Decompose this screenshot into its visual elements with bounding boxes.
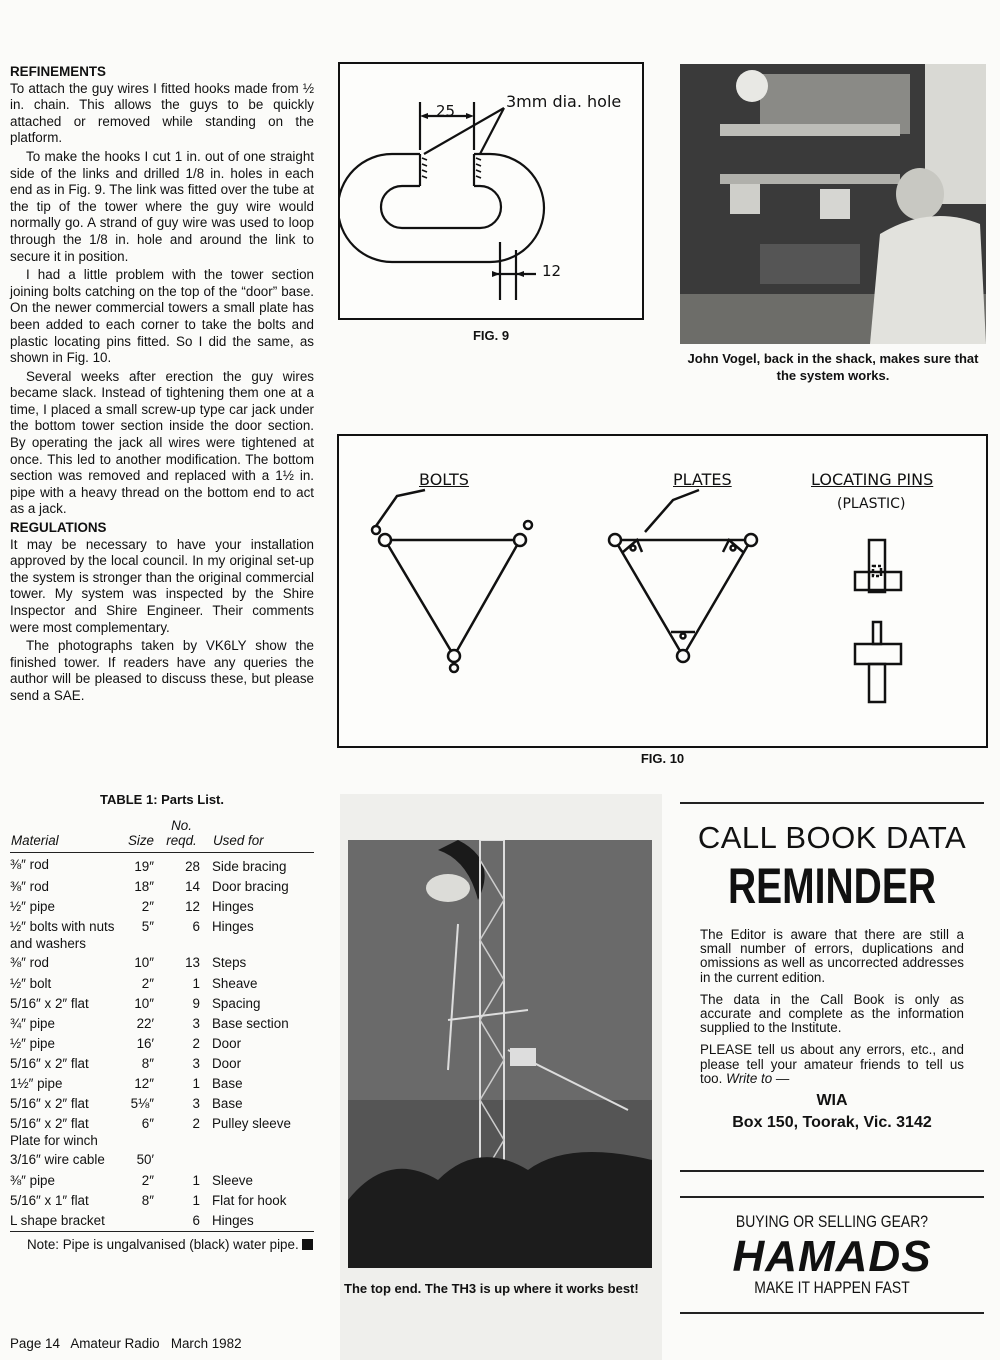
cell-size: 2″ xyxy=(141,899,154,915)
refinements-heading: REFINEMENTS xyxy=(10,64,106,79)
note-text: Note: Pipe is ungalvanised (black) water pipe. xyxy=(27,1236,299,1252)
cell-no-reqd: 1 xyxy=(192,975,200,991)
shack-photo-caption: John Vogel, back in the shack, makes sure that the system works. xyxy=(687,351,979,383)
table-row xyxy=(10,974,314,994)
cell-used-for: Hinges xyxy=(212,919,254,935)
table-row xyxy=(10,994,314,1014)
fig9-caption: FIG. 9 xyxy=(472,328,510,343)
cell-material: ½″ pipe xyxy=(10,899,55,915)
cell-material: 5/16″ x 1″ flat xyxy=(10,1192,89,1208)
cell-used-for xyxy=(212,1150,314,1170)
header-size: Size xyxy=(122,817,162,853)
end-mark-icon xyxy=(302,1239,313,1250)
paragraph: It may be necessary to have your installation approved by the local council. In my original set-up the system is stronger than the original commercial tower. My system was inspected by the Shire Inspector and Shire Engineer. Their comments were most complementary. xyxy=(10,536,314,635)
hamads-slogan: MAKE IT HAPPEN FAST xyxy=(754,1278,910,1297)
cell-material: ½″ bolt xyxy=(10,975,52,991)
cell-size: 16′ xyxy=(136,1035,154,1051)
tower-photo-caption: The top end. The TH3 is up where it works best! xyxy=(344,1281,639,1296)
table-row xyxy=(10,853,314,878)
article-body xyxy=(10,64,314,707)
callbook-org: WIA xyxy=(816,1092,848,1110)
callbook-ad xyxy=(680,820,984,1132)
cell-material: 5/16″ x 2″ flat Plate for winch xyxy=(10,1116,98,1148)
table-caption: TABLE 1: Parts List. xyxy=(99,792,224,807)
hamads-bottom-rule xyxy=(680,1312,984,1314)
paragraph: To attach the guy wires I fitted hooks made from ½ in. chain. This allows the guys to be quickly attached or removed while standing on the platform. xyxy=(10,80,314,146)
cell-size: 6″ xyxy=(141,1116,154,1132)
cell-no-reqd: 6 xyxy=(192,919,200,935)
cell-size: 50′ xyxy=(136,1152,154,1168)
paragraph: The photographs taken by VK6LY show the finished tower. If readers have any queries the author will be pleased to discuss these, but please send a SAE. xyxy=(10,638,314,703)
cell-used-for: Pulley sleeve xyxy=(212,1116,291,1132)
cell-material: 5/16″ x 2″ flat xyxy=(10,1055,89,1071)
footer-page: Page 14 xyxy=(10,1336,60,1351)
parts-list-table xyxy=(10,792,314,1254)
tower-photo xyxy=(348,840,652,1268)
table-note xyxy=(10,1231,314,1254)
cell-used-for: Hinges xyxy=(212,899,254,915)
cell-size: 18″ xyxy=(134,879,154,895)
table-row xyxy=(10,1054,314,1074)
table-row xyxy=(10,1150,314,1170)
fig10-diagram xyxy=(337,434,988,748)
cell-used-for: Door xyxy=(212,1055,242,1071)
ad-mid-rule xyxy=(680,1170,984,1172)
label-bolts: BOLTS xyxy=(419,470,469,489)
header-no-line2: reqd. xyxy=(166,833,197,848)
table-header-row xyxy=(10,817,314,853)
footer-date: March 1982 xyxy=(170,1336,242,1351)
table-row xyxy=(10,1074,314,1094)
ad-top-rule xyxy=(680,802,984,804)
footer-magazine: Amateur Radio xyxy=(70,1336,160,1351)
table-row xyxy=(10,953,314,973)
cell-material: 3/16″ wire cable xyxy=(10,1152,105,1168)
cell-material: 5/16″ x 2″ flat xyxy=(10,995,89,1011)
shack-photo xyxy=(680,64,986,344)
table-row xyxy=(10,877,314,897)
cell-no-reqd: 2 xyxy=(192,1116,200,1132)
hamads-brand: HAMADS xyxy=(732,1232,932,1281)
cell-material: L shape bracket xyxy=(10,1212,105,1228)
cell-used-for: Sheave xyxy=(212,975,258,991)
cell-no-reqd: 3 xyxy=(192,1015,200,1031)
cell-size: 10″ xyxy=(134,995,154,1011)
callbook-headline: REMINDER xyxy=(727,858,937,914)
dim-side-label: 12 xyxy=(542,262,562,280)
cell-no-reqd: 1 xyxy=(192,1076,200,1092)
hamads-top-rule xyxy=(680,1196,984,1198)
page-footer xyxy=(10,1336,242,1351)
table-row xyxy=(10,917,314,953)
cell-used-for: Base xyxy=(212,1096,243,1112)
paragraph: Several weeks after erection the guy wires became slack. Instead of tightening them one at a time, I placed a small screw-up type car jack under the bottom tower section inside the door section. By operating the jack all wires were tightened at once. This led to another modification. The bottom section was removed and replaced with a 1½ in. pipe with a heavy thread on the bottom end to act as a jack. xyxy=(10,368,314,517)
header-material: Material xyxy=(10,817,122,853)
callbook-address: Box 150, Toorak, Vic. 3142 xyxy=(732,1114,932,1132)
cell-material: 1½″ pipe xyxy=(10,1076,63,1092)
cell-size: 8″ xyxy=(141,1055,154,1071)
cell-size: 22′ xyxy=(136,1015,154,1031)
cell-size: 2″ xyxy=(141,975,154,991)
dim-top-label: 25 xyxy=(436,102,456,120)
hamads-tagline: BUYING OR SELLING GEAR? xyxy=(735,1212,929,1231)
cell-size: 10″ xyxy=(134,955,154,971)
header-used-for: Used for xyxy=(212,817,314,853)
hole-label: 3mm dia. hole xyxy=(506,92,622,111)
cell-no-reqd: 6 xyxy=(192,1212,200,1228)
table-row xyxy=(10,1014,314,1034)
callbook-para1: The Editor is aware that there are still a small number of errors, duplications and omissions as well as uncorrected addresses in the current edition. xyxy=(700,927,964,985)
table-row xyxy=(10,897,314,917)
label-locating-pins: LOCATING PINS xyxy=(811,470,934,489)
table-row xyxy=(10,1114,314,1150)
cell-material: 5/16″ x 2″ flat xyxy=(10,1096,89,1112)
cell-size: 2″ xyxy=(141,1172,154,1188)
cell-no-reqd: 12 xyxy=(185,899,200,915)
cell-size: 5⅛″ xyxy=(130,1096,154,1112)
cell-material: ¾″ pipe xyxy=(10,1015,55,1031)
regulations-heading: REGULATIONS xyxy=(10,520,107,536)
cell-no-reqd: 1 xyxy=(192,1192,200,1208)
table-row xyxy=(10,1211,314,1232)
hamads-ad xyxy=(680,1212,984,1298)
cell-material: ⅜″ rod xyxy=(10,955,49,971)
paragraph: To make the hooks I cut 1 in. out of one straight side of the links and drilled 1/8 in. holes in each end as in Fig. 9. The link was fitted over the tube at the tip of the tower where the guy wire would normally go. A strand of guy wire was used to loop through the 1/8 in. hole and around the link to secure it in position. xyxy=(10,148,314,264)
tower-photo-panel xyxy=(340,794,662,1360)
cell-no-reqd: 2 xyxy=(192,1035,200,1051)
link-outer xyxy=(340,154,544,262)
cell-used-for: Door xyxy=(212,1035,242,1051)
cell-size: 5″ xyxy=(141,919,154,935)
callbook-para2: The data in the Call Book is only as accurate and complete as the information supplied to the Institute. xyxy=(700,991,964,1036)
table-row xyxy=(10,1034,314,1054)
table-row xyxy=(10,1094,314,1114)
cell-no-reqd: 3 xyxy=(192,1096,200,1112)
cell-size xyxy=(122,1211,162,1232)
cell-used-for: Steps xyxy=(212,955,247,971)
cell-material: ½″ pipe xyxy=(10,1035,55,1051)
cell-used-for: Spacing xyxy=(212,995,261,1011)
cell-material: ⅜″ rod xyxy=(10,879,49,895)
cell-used-for: Base xyxy=(212,1076,243,1092)
cell-size: 19″ xyxy=(134,859,154,874)
paragraph: I had a little problem with the tower section joining bolts catching on the top of the “door” base. On the newer commercial towers a small plate has been added to each corner to take the bolts and plastic locating pins fitted. So I did the same, as shown in Fig. 10. xyxy=(10,267,314,366)
cell-used-for: Door bracing xyxy=(212,879,289,895)
fig9-diagram xyxy=(338,62,644,320)
cell-no-reqd: 9 xyxy=(192,995,200,1011)
cell-used-for: Sleeve xyxy=(212,1172,253,1188)
cell-used-for: Hinges xyxy=(212,1212,254,1228)
table-row xyxy=(10,1171,314,1191)
cell-no-reqd: 1 xyxy=(192,1172,200,1188)
cell-material: ⅜″ rod xyxy=(10,857,49,872)
cell-used-for: Base section xyxy=(212,1015,289,1031)
cell-no-reqd: 14 xyxy=(185,879,200,895)
callbook-title: CALL BOOK DATA xyxy=(697,820,967,855)
cell-material: ⅜″ pipe xyxy=(10,1172,55,1188)
label-plates: PLATES xyxy=(673,470,732,489)
callbook-para3: PLEASE tell us about any errors, etc., and please tell your amateur friends to tell us too. xyxy=(700,1042,964,1086)
table-row xyxy=(10,1191,314,1211)
cell-no-reqd: 13 xyxy=(185,955,200,971)
cell-no-reqd: 28 xyxy=(185,859,200,874)
cell-used-for: Flat for hook xyxy=(212,1192,287,1208)
cell-size: 8″ xyxy=(141,1192,154,1208)
cell-material: ½″ bolts with nuts and washers xyxy=(10,919,115,951)
cell-no-reqd xyxy=(162,1150,212,1170)
header-no-reqd xyxy=(162,817,212,853)
label-plastic: (PLASTIC) xyxy=(837,496,906,512)
cell-used-for: Side bracing xyxy=(212,859,287,874)
header-no-line1: No. xyxy=(171,818,192,833)
cell-no-reqd: 3 xyxy=(192,1055,200,1071)
link-inner xyxy=(381,186,501,228)
cell-size: 12″ xyxy=(134,1076,154,1092)
fig10-caption: FIG. 10 xyxy=(640,751,685,766)
callbook-write-to: Write to — xyxy=(726,1070,790,1086)
